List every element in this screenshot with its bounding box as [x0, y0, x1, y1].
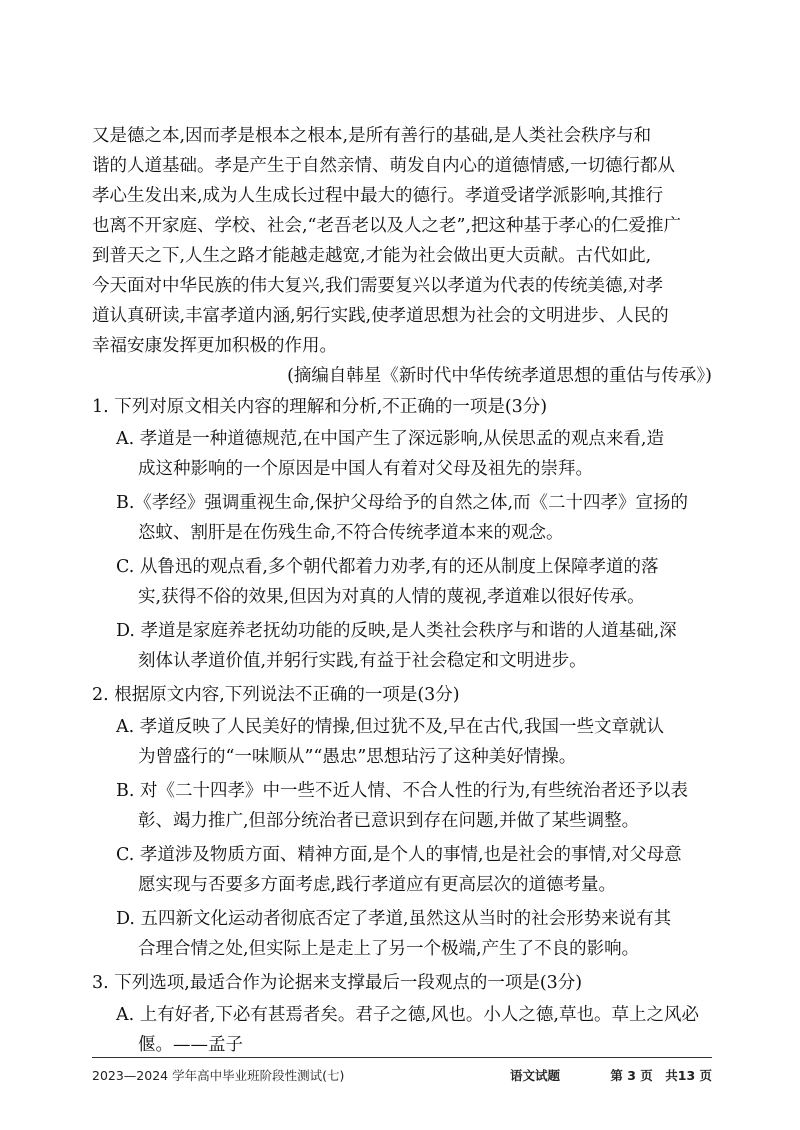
option-line: 合理合情之处,但实际上是走上了另一个极端,产生了不良的影响。: [138, 939, 640, 959]
passage-line: 孝心生发出来,成为人生成长过程中最大的德行。孝道受诸学派影响,其推行: [92, 186, 664, 206]
option-line: 为曾盛行的“一味顺从”“愚忠”思想玷污了这种美好情操。: [138, 747, 577, 767]
option-line: 偃。——孟子: [138, 1035, 243, 1055]
option-line: B.《孝经》强调重视生命,保护父母给予的自然之体,而《二十四孝》宣扬的: [116, 493, 689, 513]
question-2: [92, 680, 722, 964]
option-line: 愿实现与否要多方面考虑,践行孝道应有更高层次的道德考量。: [138, 875, 617, 895]
question-list: [92, 392, 722, 1064]
option-line: A. 孝道是一种道德规范,在中国产生了深远影响,从侯思孟的观点来看,造: [116, 429, 664, 449]
page-number: 第 3 页 共13 页: [610, 1068, 712, 1083]
option-a: [116, 424, 722, 484]
question-stem: 2. 根据原文内容,下列说法不正确的一项是(3分): [92, 685, 460, 705]
question-stem: 1. 下列对原文相关内容的理解和分析,不正确的一项是(3分): [92, 397, 548, 417]
option-line: C. 孝道涉及物质方面、精神方面,是个人的事情,也是社会的事情,对父母意: [116, 845, 682, 865]
option-d: [116, 616, 722, 676]
question-1: [92, 392, 722, 676]
option-c: [116, 552, 722, 612]
option-line: A. 上有好者,下必有甚焉者矣。君子之德,风也。小人之德,草也。草上之风必: [116, 1005, 699, 1025]
exam-title: 2023—2024 学年高中毕业班阶段性测试(七): [92, 1068, 345, 1083]
option-line: 实,获得不俗的效果,但因为对真的人情的蔑视,孝道难以很好传承。: [138, 587, 645, 607]
passage-line: 道认真研读,丰富孝道内涵,躬行实践,使孝道思想为社会的文明进步、人民的: [92, 306, 669, 326]
option-line: B. 对《二十四孝》中一些不近人情、不合人性的行为,有些统治者还予以表: [116, 781, 689, 801]
question-3: [92, 968, 722, 1060]
option-line: A. 孝道反映了人民美好的情操,但过犹不及,早在古代,我国一些文章就认: [116, 717, 664, 737]
passage-line: 今天面对中华民族的伟大复兴,我们需要复兴以孝道为代表的传统美德,对孝: [92, 276, 664, 296]
option-b: [116, 776, 722, 836]
option-line: D. 五四新文化运动者彻底否定了孝道,虽然这从当时的社会形势来说有其: [116, 909, 672, 929]
passage-line: 也离不开家庭、学校、社会,“老吾老以及人之老”,把这种基于孝心的仁爱推广: [92, 216, 682, 236]
passage-line: 幸福安康发挥更加积极的作用。: [92, 336, 337, 356]
option-d: [116, 904, 722, 964]
passage-line: 谐的人道基础。孝是产生于自然亲情、萌发自内心的道德情感,一切德行都从: [92, 156, 676, 176]
passage-line: 又是德之本,因而孝是根本之根本,是所有善行的基础,是人类社会秩序与和: [92, 126, 652, 146]
option-line: 彰、竭力推广,但部分统治者已意识到存在问题,并做了某些调整。: [138, 811, 640, 831]
passage-paragraph: [92, 121, 712, 361]
option-line: D. 孝道是家庭养老抚幼功能的反映,是人类社会秩序与和谐的人道基础,深: [116, 621, 677, 641]
footer-divider: [92, 1057, 712, 1058]
option-a: [116, 1000, 722, 1060]
option-line: 刻体认孝道价值,并躬行实践,有益于社会稳定和文明进步。: [138, 651, 587, 671]
option-line: 恣蚊、割肝是在伤残生命,不符合传统孝道本来的观念。: [138, 523, 564, 543]
option-c: [116, 840, 722, 900]
option-b: [116, 488, 722, 548]
passage-line: 到普天之下,人生之路才能越走越宽,才能为社会做出更大贡献。古代如此,: [92, 246, 652, 266]
option-a: [116, 712, 722, 772]
option-line: 成这种影响的一个原因是中国人有着对父母及祖先的崇拜。: [138, 459, 593, 479]
passage-source: (摘编自韩星《新时代中华传统孝道思想的重估与传承》): [287, 366, 712, 386]
question-stem: 3. 下列选项,最适合作为论据来支撑最后一段观点的一项是(3分): [92, 973, 583, 993]
option-line: C. 从鲁迅的观点看,多个朝代都着力劝孝,有的还从制度上保障孝道的落: [116, 557, 659, 577]
subject-label: 语文试题: [510, 1068, 561, 1083]
